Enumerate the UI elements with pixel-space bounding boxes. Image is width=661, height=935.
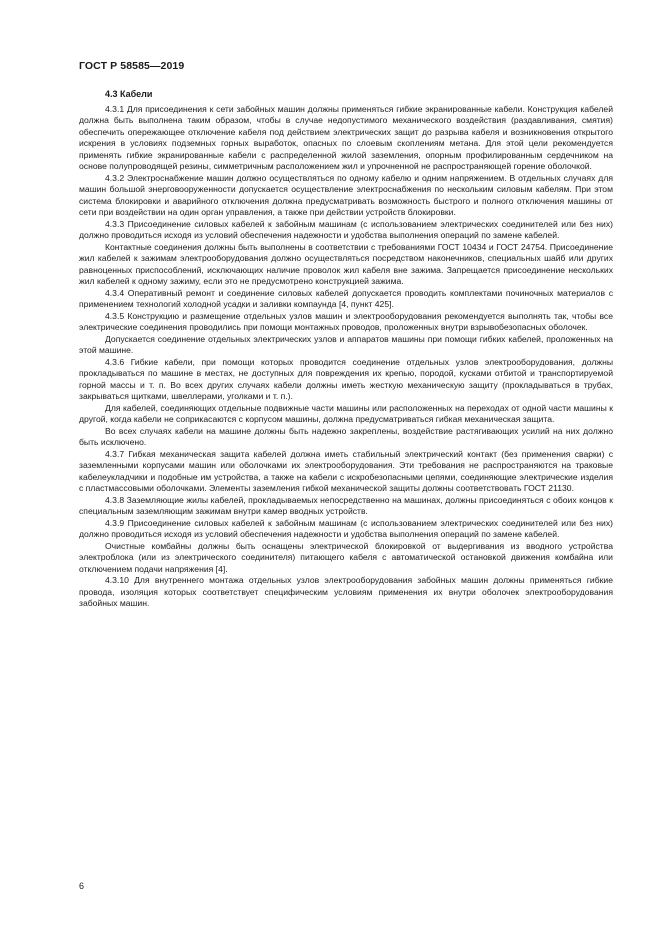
section-title: 4.3 Кабели (105, 89, 153, 99)
paragraph-flexible-cable-connection: Допускается соединение отдельных электрических узлов и аппаратов машины при помощи гибких кабелей, проложенных на этой машине. (79, 333, 613, 355)
paragraph-4-3-10: 4.3.10 Для внутреннего монтажа отдельных узлов электрооборудования забойных машин должны применяться гибкие провода, изоляция которых соответствует специфическим условиям применения их внутри оболочек электрооборудования забойных машин. (79, 575, 613, 608)
paragraph-4-3-3: 4.3.3 Присоединение силовых кабелей к забойным машинам (с использованием электрических соединителей или без них) должно проводиться исходя из условий обеспечения надежности и удобства выполнения операций по замене кабелей. (79, 218, 613, 240)
paragraph-4-3-1: 4.3.1 Для присоединения к сети забойных машин должны применяться гибкие экранированные кабели. Конструкция кабелей должна быть выполнена таким образом, чтобы в случае недопустимого механического воздействия (раздавливания, смятия) обеспечить опережающее отключение кабеля под действием электрических защит до разрыва кабеля и возникновения открытого искрения в условиях подземных горных выработок, опасных по слоевым скоплениям метана. Для этой цели рекомендуется применять гибкие экранированные кабели с распределенной жилой заземления, опорным профилированным сердечником на основе полупроводящей резины, симметричным расположением жил и упрочненной не распространяющей горение оболочкой. (79, 103, 613, 171)
paragraph-4-3-6: 4.3.6 Гибкие кабели, при помощи которых проводится соединение отдельных узлов электрооборудования, должны прокладываться по машине в местах, не доступных для повреждения их крепью, породой, кусками отбитой и транспортируемой горной массы и т. п. Во всех других случаях кабели должны иметь жесткую механическую защиту (прокладываться в трубах, закрываться щитками, швеллерами, уголками и т. п.). (79, 356, 613, 401)
paragraph-4-3-2: 4.3.2 Электроснабжение машин должно осуществляться по одному кабелю и одним напряжением. В отдельных случаях для машин большой энерговооруженности допускается осуществление электроснабжения по нескольким силовым кабелям. При этом система блокировки и аварийного отключения должна предусматривать возможность быстрого и полного отключения машины от сети при воздействии на один орган управления, а также при действии устройств блокировки. (79, 172, 613, 217)
page-number: 6 (79, 881, 85, 891)
paragraph-4-3-7: 4.3.7 Гибкая механическая защита кабелей должна иметь стабильный электрический контакт (без применения сварки) с заземленными корпусами машин или оболочками их электрооборудования. Эти требования не распространяются на траковые кабелеукладчики и подобные им устройства, а также на кабели с искробезопасными цепями, соединяющие электрические изделия с пластмассовыми оболочками. Элементы заземления гибкой механической защиты должны соответствовать ГОСТ 21130. (79, 448, 613, 493)
paragraph-moving-parts-protection: Для кабелей, соединяющих отдельные подвижные части машины или расположенных на переходах от одной части машины к другой, когда кабели не соприкасаются с корпусом машины, должна предусматриваться гибкая механическая защита. (79, 402, 613, 424)
paragraph-cable-fastening: Во всех случаях кабели на машине должны быть надежно закреплены, воздействие растягивающих усилий на них должно быть исключено. (79, 425, 613, 447)
document-header: ГОСТ Р 58585—2019 (79, 60, 185, 72)
paragraph-4-3-9: 4.3.9 Присоединение силовых кабелей к забойным машинам (с использованием электрических соединителей или без них) должно проводиться исходя из условий обеспечения надежности и удобства выполнения операций по замене кабелей. (79, 517, 613, 539)
section-body (79, 89, 613, 610)
paragraph-4-3-8: 4.3.8 Заземляющие жилы кабелей, прокладываемых непосредственно на машинах, должны присоединяться с обоих концов к специальным заземляющим зажимам внутри камер вводных устройств. (79, 494, 613, 516)
paragraph-contact-connections: Контактные соединения должны быть выполнены в соответствии с требованиями ГОСТ 10434 и ГОСТ 24754. Присоединение жил кабелей к зажимам электрооборудования должно осуществляться посредством наконечников, специальных шайб или других равноценных приспособлений, исключающих наличие проволок жил кабеля вне зажима. Запрещается присоединение нескольких жил кабелей к одному зажиму, если это не предусмотрено конструкцией зажима. (79, 241, 613, 286)
paragraph-4-3-5: 4.3.5 Конструкцию и размещение отдельных узлов машин и электрооборудования рекомендуется выполнять так, чтобы все электрические соединения проводились при помощи монтажных проводов, проложенных внутри взрывобезопасных оболочек. (79, 310, 613, 332)
paragraph-4-3-4: 4.3.4 Оперативный ремонт и соединение силовых кабелей допускается проводить комплектами починочных материалов с применением технологий холодной усадки и заливки компаунда [4, пункт 425]. (79, 287, 613, 309)
paragraph-combine-blocking: Очистные комбайны должны быть оснащены электрической блокировкой от выдергивания из вводного устройства электроблока (или из электрического соединителя) питающего кабеля с автоматической остановкой движения комбайна или отключением подачи напряжения [4]. (79, 540, 613, 574)
